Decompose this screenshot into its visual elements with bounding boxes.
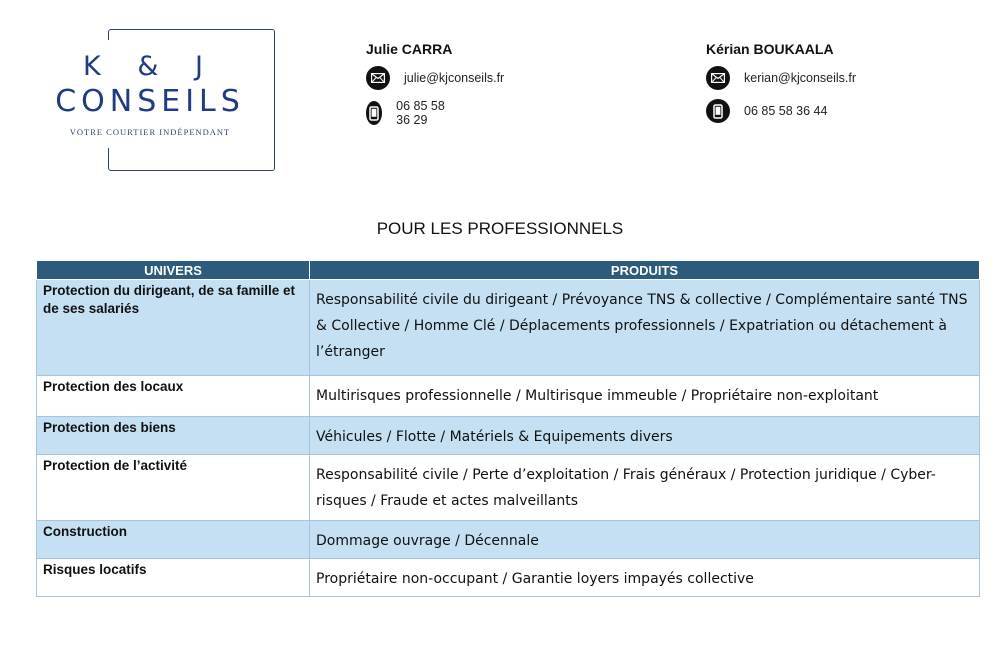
mobile-phone-icon [366, 101, 382, 125]
cell-produits: Propriétaire non-occupant / Garantie loyers impayés collective [310, 559, 980, 597]
section-title: POUR LES PROFESSIONNELS [376, 219, 624, 238]
cell-produits: Responsabilité civile du dirigeant / Prévoyance TNS & collective / Complémentaire santé TNS & Collective / Homme Clé / Déplacements professionnels / Expatriation ou détachement à l’étranger [310, 280, 980, 376]
contact-phone-row [366, 99, 452, 127]
logo-wordmark: CONSEILS [34, 84, 266, 119]
cell-produits: Responsabilité civile / Perte d’exploitation / Frais généraux / Protection juridique / Cyber-risques / Fraude et actes malveillants [310, 455, 980, 521]
contact-phone-row [706, 99, 827, 123]
cell-univers: Construction [37, 521, 310, 559]
cell-produits: Véhicules / Flotte / Matériels & Equipements divers [310, 417, 980, 455]
table-row [37, 280, 980, 376]
table-row [37, 521, 980, 559]
logo-initials: K & J [83, 51, 217, 82]
contact-name: Julie CARRA [366, 41, 453, 57]
cell-produits: Dommage ouvrage / Décennale [310, 521, 980, 559]
cell-produits: Multirisques professionnelle / Multirisque immeuble / Propriétaire non-exploitant [310, 376, 980, 417]
contact-email-row [366, 66, 504, 90]
contact-kerian [706, 41, 857, 118]
cell-univers: Protection de l’activité [37, 455, 310, 521]
contact-name: Kérian BOUKAALA [706, 41, 834, 57]
contact-phone[interactable]: 06 85 58 36 29 [396, 99, 445, 127]
table-row [37, 417, 980, 455]
header-produits: PRODUITS [310, 261, 980, 280]
envelope-icon [706, 66, 730, 90]
header-univers: UNIVERS [37, 261, 310, 280]
cell-univers: Protection du dirigeant, de sa famille et de ses salariés [37, 280, 310, 376]
products-table [36, 260, 980, 597]
envelope-icon [366, 66, 390, 90]
mobile-phone-icon [706, 99, 730, 123]
contact-email-row [706, 66, 856, 90]
contact-phone[interactable]: 06 85 58 36 44 [744, 104, 828, 118]
contact-julie [366, 41, 505, 127]
table-header-row [37, 261, 980, 280]
table-row [37, 376, 980, 417]
cell-univers: Protection des locaux [37, 376, 310, 417]
table-row [37, 455, 980, 521]
table-row [37, 559, 980, 597]
contact-email[interactable]: julie@kjconseils.fr [404, 71, 505, 85]
contact-email[interactable]: kerian@kjconseils.fr [744, 71, 857, 85]
cell-univers: Risques locatifs [37, 559, 310, 597]
cell-univers: Protection des biens [37, 417, 310, 455]
logo-tagline: VOTRE COURTIER INDÉPENDANT [36, 127, 264, 137]
